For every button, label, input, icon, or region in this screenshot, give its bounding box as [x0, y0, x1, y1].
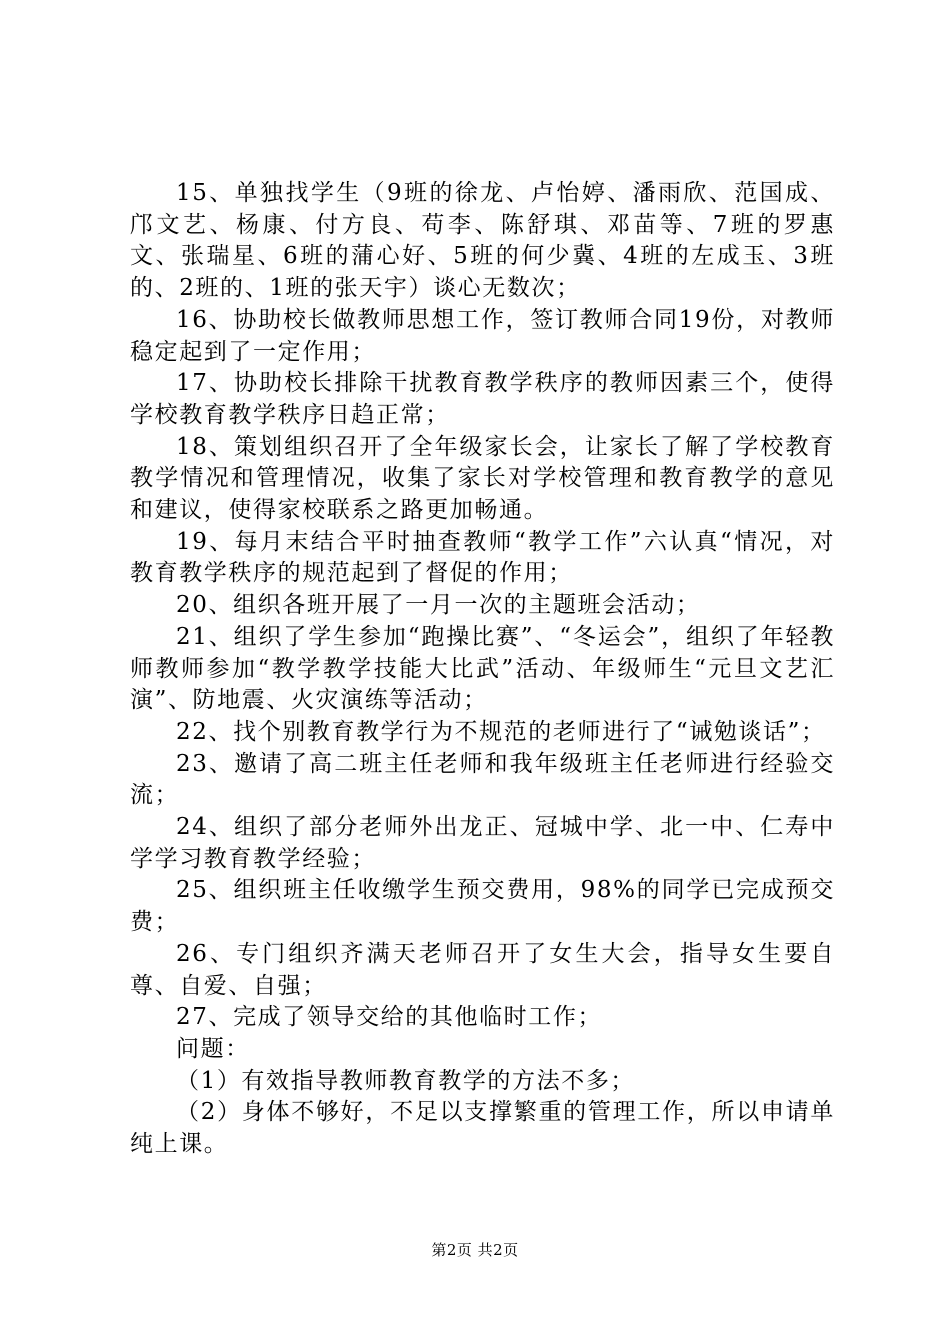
page-footer — [0, 1240, 950, 1260]
document-body — [130, 178, 835, 1161]
problem-item-1: （1）有效指导教师教育教学的方法不多； — [176, 1067, 636, 1094]
problems-heading: 问题： — [176, 1035, 250, 1062]
paragraph-item-18: 18、策划组织召开了全年级家长会，让家长了解了学校教育教学情况和管理情况，收集了家长对学校管理和教育教学的意见和建议，使得家校联系之路更加畅通。 — [130, 433, 835, 524]
problem-item-2: （2）身体不够好，不足以支撑繁重的管理工作，所以申请单纯上课。 — [130, 1099, 835, 1158]
paragraph-item-20: 20、组织各班开展了一月一次的主题班会活动； — [176, 592, 701, 619]
paragraph-item-19: 19、每月末结合平时抽查教师“教学工作”六认真“情况，对教育教学秩序的规范起到了督促的作用； — [130, 528, 835, 587]
paragraph-item-15: 15、单独找学生（9班的徐龙、卢怡婷、潘雨欣、范国成、邝文艺、杨康、付方良、苟李、陈舒琪、邓苗等、7班的罗惠文、张瑞星、6班的蒲心好、5班的何少冀、4班的左成玉、3班的、2班的、1班的张天宇）谈心无数次； — [130, 180, 835, 302]
paragraph-item-22: 22、找个别教育教学行为不规范的老师进行了“诫勉谈话”； — [176, 718, 826, 745]
paragraph-item-25: 25、组织班主任收缴学生预交费用，98%的同学已完成预交费； — [130, 877, 835, 936]
paragraph-item-24: 24、组织了部分老师外出龙正、冠城中学、北一中、仁寿中学学习教育教学经验； — [130, 814, 835, 872]
paragraph-item-21: 21、组织了学生参加“跑操比赛”、“冬运会”，组织了年轻教师教师参加“教学教学技能大比武”活动、年级师生“元旦文艺汇演”、防地震、火灾演练等活动； — [130, 623, 835, 714]
page-indicator: 第2页 共2页 — [431, 1241, 519, 1259]
paragraph-item-16: 16、协助校长做教师思想工作，签订教师合同19份，对教师稳定起到了一定作用； — [130, 306, 835, 365]
paragraph-item-23: 23、邀请了高二班主任老师和我年级班主任老师进行经验交流； — [130, 750, 835, 809]
paragraph-item-26: 26、专门组织齐满天老师召开了女生大会，指导女生要自尊、自爱、自强； — [130, 940, 835, 999]
paragraph-item-17: 17、协助校长排除干扰教育教学秩序的教师因素三个，使得学校教育教学秩序日趋正常； — [130, 370, 835, 428]
paragraph-item-27: 27、完成了领导交给的其他临时工作； — [176, 1004, 603, 1031]
